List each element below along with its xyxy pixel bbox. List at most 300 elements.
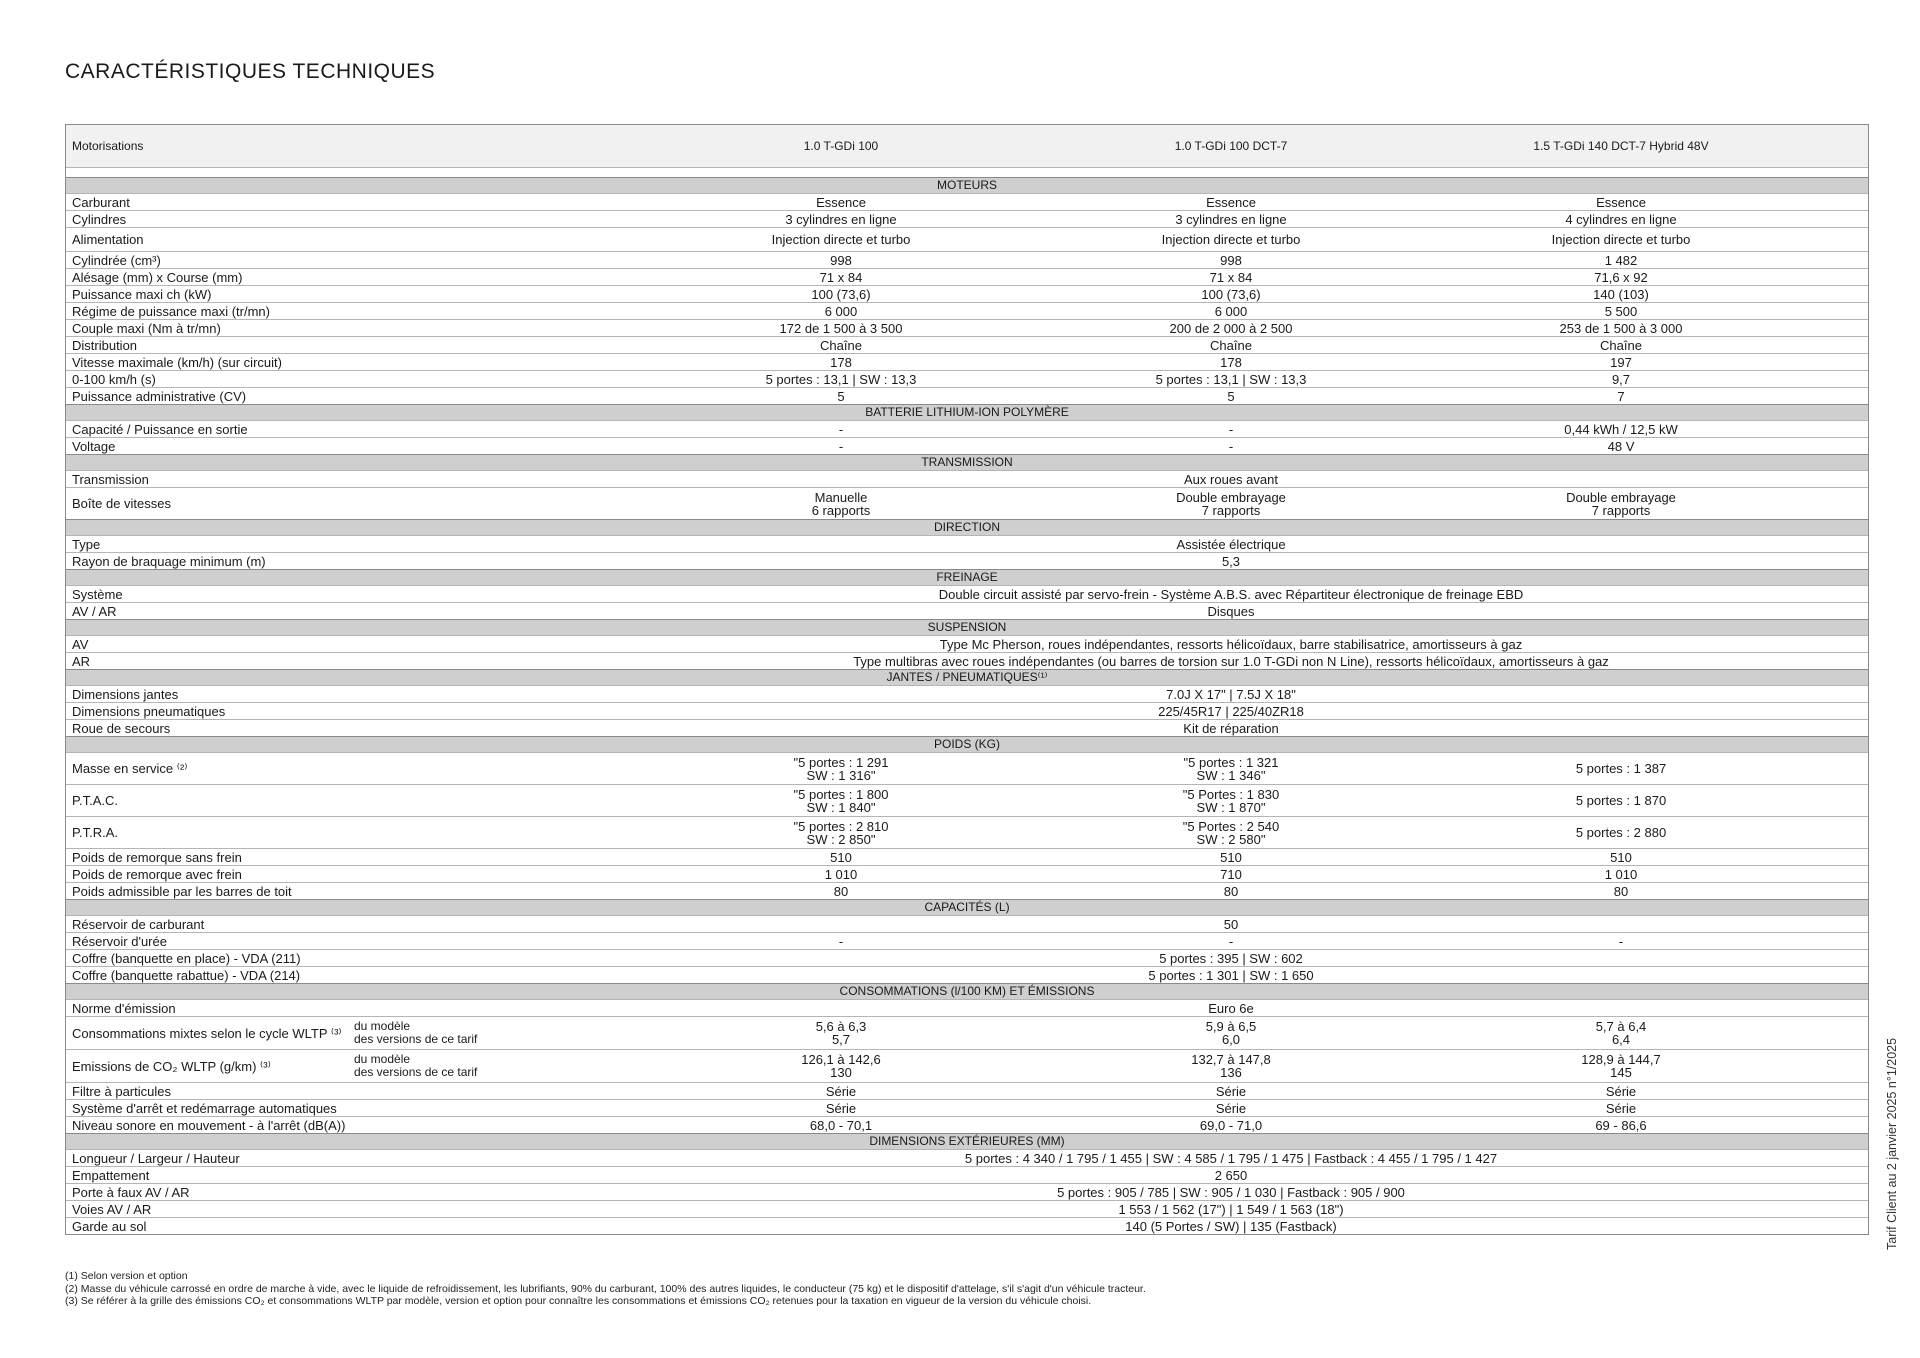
- row-label-text: Réservoir d'urée: [72, 933, 167, 949]
- row-value: Série: [1605, 1083, 1637, 1099]
- row-label-text: Poids de remorque sans frein: [72, 849, 242, 865]
- row-label: [66, 196, 646, 209]
- table-row: [66, 353, 1868, 370]
- row-label: [66, 423, 646, 436]
- table-row: [66, 420, 1868, 437]
- row-sublabels: [354, 1020, 477, 1046]
- row-label: [66, 538, 646, 551]
- row-label: [66, 1020, 646, 1046]
- row-label: [66, 918, 646, 931]
- row-label-text: Régime de puissance maxi (tr/mn): [72, 303, 270, 319]
- row-label: [66, 254, 646, 267]
- row-value: 6 000: [824, 303, 858, 319]
- section-header: [66, 404, 1868, 420]
- row-label: [66, 885, 646, 898]
- row-label-text: Couple maxi (Nm à tr/mn): [72, 320, 221, 336]
- row-label-text: Filtre à particules: [72, 1083, 171, 1099]
- row-value-line: 5,7 à 6,4: [1595, 1019, 1647, 1034]
- row-label-text: Longueur / Largeur / Hauteur: [72, 1150, 240, 1166]
- table-row: [66, 487, 1868, 519]
- section-title: MOTEURS: [937, 178, 997, 192]
- row-value: 172 de 1 500 à 3 500: [779, 320, 903, 336]
- row-value: Essence: [816, 194, 866, 210]
- row-label-text: Roue de secours: [72, 720, 171, 736]
- row-label: [66, 969, 646, 982]
- row-value: 2 650: [1214, 1167, 1248, 1183]
- row-value-line: 6,0: [1221, 1032, 1241, 1047]
- table-row: [66, 251, 1868, 268]
- row-value: Euro 6e: [1208, 1000, 1254, 1016]
- row-label-text: Système: [72, 586, 123, 602]
- row-value: Injection directe et turbo: [1551, 232, 1691, 247]
- row-value: Série: [825, 1100, 857, 1116]
- row-value: 5: [837, 388, 845, 404]
- row-label: [66, 851, 646, 864]
- row-value: 510: [1220, 849, 1242, 865]
- row-label: [66, 588, 646, 601]
- section-header: [66, 983, 1868, 999]
- table-row: [66, 719, 1868, 736]
- header-col: 1.0 T-GDi 100: [803, 138, 879, 153]
- row-label-text: Coffre (banquette en place) - VDA (211): [72, 950, 301, 966]
- table-row: [66, 1116, 1868, 1133]
- row-value: 998: [1220, 252, 1242, 268]
- row-label: [66, 213, 646, 226]
- section-title: FREINAGE: [936, 570, 998, 584]
- section-header: [66, 619, 1868, 635]
- row-value: 5 portes : 395 | SW : 602: [1159, 950, 1303, 966]
- row-label: [66, 1203, 646, 1216]
- row-value-line: 5,9 à 6,5: [1205, 1019, 1257, 1034]
- row-label-text: Voies AV / AR: [72, 1201, 152, 1217]
- table-row: [66, 652, 1868, 669]
- row-label-text: Poids de remorque avec frein: [72, 866, 242, 882]
- row-value: Chaîne: [1600, 337, 1642, 353]
- row-value: -: [1228, 438, 1234, 454]
- row-value: [646, 1053, 1036, 1079]
- row-label: [66, 1220, 646, 1233]
- table-row: [66, 685, 1868, 702]
- row-label-text: Transmission: [72, 471, 149, 487]
- row-label: [66, 1085, 646, 1098]
- row-label-text: Cylindres: [72, 211, 127, 227]
- row-value: [1426, 491, 1816, 517]
- row-value: 200 de 2 000 à 2 500: [1169, 320, 1293, 336]
- row-label: [66, 952, 646, 965]
- row-label: [66, 473, 646, 486]
- row-value-line: 132,7 à 147,8: [1191, 1052, 1271, 1067]
- row-value: 178: [1220, 354, 1242, 370]
- row-value-line: SW : 1 870": [1196, 799, 1266, 815]
- row-label-text: AR: [72, 653, 91, 669]
- row-value: 998: [830, 252, 852, 268]
- row-value-line: SW : 1 346": [1196, 767, 1266, 783]
- row-value: Aux roues avant: [1184, 471, 1278, 487]
- table-row: [66, 816, 1868, 848]
- row-sublabel: du modèle: [354, 1052, 411, 1066]
- row-value: Essence: [1206, 194, 1256, 210]
- table-row: [66, 302, 1868, 319]
- row-label: [66, 339, 646, 352]
- section-title: BATTERIE LITHIUM-ION POLYMÈRE: [865, 405, 1069, 419]
- row-value: Essence: [1596, 194, 1646, 210]
- section-header: [66, 454, 1868, 470]
- row-value-line: 5 portes : 1 387: [1575, 761, 1667, 776]
- page-title: CARACTÉRISTIQUES TECHNIQUES: [65, 60, 436, 83]
- row-value: 68,0 - 70,1: [809, 1117, 873, 1133]
- row-value-line: 7 rapports: [1591, 502, 1651, 518]
- section-header: [66, 569, 1868, 585]
- row-value: 225/45R17 | 225/40ZR18: [1158, 703, 1304, 719]
- row-value: -: [1228, 421, 1234, 437]
- row-label-text: Boîte de vitesses: [72, 496, 171, 511]
- row-label-text: Dimensions pneumatiques: [72, 703, 226, 719]
- row-value: 80: [1613, 883, 1629, 899]
- row-label: [66, 868, 646, 881]
- row-value: 5,3: [1221, 553, 1241, 569]
- row-label-text: Emissions de CO₂ WLTP (g/km) ⁽³⁾: [72, 1058, 271, 1074]
- row-value: Double circuit assisté par servo-frein - Système A.B.S. avec Répartiteur électronique de freinage EBD: [938, 586, 1524, 602]
- table-row: [66, 1200, 1868, 1217]
- footnote: (1) Selon version et option: [65, 1270, 188, 1282]
- row-value: 1 553 / 1 562 (17") | 1 549 / 1 563 (18"): [1118, 1201, 1344, 1217]
- row-value: [646, 1020, 1036, 1046]
- row-label: [66, 440, 646, 453]
- row-value: [1426, 826, 1816, 839]
- row-label: [66, 373, 646, 386]
- row-label: [66, 605, 646, 618]
- row-value: 253 de 1 500 à 3 000: [1559, 320, 1683, 336]
- table-row: [66, 702, 1868, 719]
- row-value-line: SW : 2 850": [806, 831, 876, 847]
- row-value: 9,7: [1611, 371, 1631, 387]
- row-sublabel: des versions de ce tarif: [354, 1065, 478, 1079]
- table-row: [66, 319, 1868, 336]
- row-sublabels: [354, 1053, 477, 1079]
- row-value: 5 portes : 905 / 785 | SW : 905 / 1 030 | Fastback : 905 / 900: [1057, 1184, 1405, 1200]
- row-value: Kit de réparation: [1183, 720, 1279, 736]
- row-value: 3 cylindres en ligne: [1175, 211, 1287, 227]
- row-label-text: Poids admissible par les barres de toit: [72, 883, 292, 899]
- table-row: [66, 535, 1868, 552]
- row-value: 1 010: [1604, 866, 1638, 882]
- row-value: [1036, 1053, 1426, 1079]
- row-value: 5 portes : 1 301 | SW : 1 650: [1148, 967, 1314, 983]
- row-value: Série: [1215, 1083, 1247, 1099]
- table-row: [66, 227, 1868, 251]
- section-header: [66, 1133, 1868, 1149]
- table-row: [66, 966, 1868, 983]
- row-value: [646, 820, 1036, 846]
- row-value: [1426, 794, 1816, 807]
- row-label: [66, 497, 646, 510]
- row-value: 5 500: [1604, 303, 1638, 319]
- footnotes: [65, 1270, 1146, 1308]
- table-body: [66, 177, 1868, 1234]
- row-value-line: SW : 2 580": [1196, 831, 1266, 847]
- row-label: [66, 1186, 646, 1199]
- row-value: 140 (5 Portes / SW) | 135 (Fastback): [1125, 1218, 1337, 1234]
- row-label-text: Norme d'émission: [72, 1000, 176, 1016]
- row-label-text: Capacité / Puissance en sortie: [72, 421, 248, 437]
- row-value: 510: [830, 849, 852, 865]
- row-value: 4 cylindres en ligne: [1565, 211, 1677, 227]
- row-value: 1 010: [824, 866, 858, 882]
- row-label-text: 0-100 km/h (s): [72, 371, 156, 387]
- row-value: 197: [1610, 354, 1632, 370]
- row-label-text: Réservoir de carburant: [72, 916, 205, 932]
- row-value: 71 x 84: [1209, 269, 1253, 285]
- row-label: [66, 655, 646, 668]
- row-label-text: Puissance administrative (CV): [72, 388, 247, 404]
- row-label-text: P.T.R.A.: [72, 825, 119, 840]
- row-value: 5: [1227, 388, 1235, 404]
- row-value-line: 126,1 à 142,6: [801, 1052, 881, 1067]
- row-value-line: 5,7: [831, 1032, 851, 1047]
- table-row: [66, 635, 1868, 652]
- row-value: Chaîne: [1210, 337, 1252, 353]
- table-row: [66, 882, 1868, 899]
- row-label-text: Rayon de braquage minimum (m): [72, 553, 266, 569]
- row-value-line: "5 portes : 2 810: [793, 818, 889, 834]
- row-value: 140 (103): [1593, 286, 1649, 302]
- row-value: [1426, 1053, 1816, 1079]
- row-label-text: Porte à faux AV / AR: [72, 1184, 190, 1200]
- header-label: Motorisations: [72, 138, 144, 153]
- table-row: [66, 865, 1868, 882]
- table-row: [66, 752, 1868, 784]
- row-value: [1036, 491, 1426, 517]
- row-value: Série: [825, 1083, 857, 1099]
- row-label: [66, 322, 646, 335]
- row-value-line: 5 portes : 2 880: [1575, 825, 1667, 840]
- row-value-line: "5 Portes : 2 540: [1182, 818, 1280, 834]
- row-label-text: Dimensions jantes: [72, 686, 179, 702]
- row-value: 7: [1617, 388, 1625, 404]
- row-value: 69,0 - 71,0: [1199, 1117, 1263, 1133]
- footnote: (2) Masse du véhicule carrossé en ordre de marche à vide, avec le liquide de refroidissement, les lubrifiants, 90% du carburant, 100% des autres liquides, le conducteur (75 kg) et le dispositif d'attelage, s'il s'agit d'un véhicule tracteur.: [65, 1282, 1146, 1295]
- row-label-text: Puissance maxi ch (kW): [72, 286, 212, 302]
- row-label: [66, 233, 646, 246]
- row-value: 6 000: [1214, 303, 1248, 319]
- row-value: -: [838, 438, 844, 454]
- section-header: [66, 899, 1868, 915]
- row-value: 7.0J X 17" | 7.5J X 18": [1166, 686, 1296, 702]
- row-label-text: Carburant: [72, 194, 130, 210]
- row-value-line: 6,4: [1611, 1032, 1631, 1047]
- row-label-text: Garde au sol: [72, 1218, 147, 1234]
- row-label-text: Coffre (banquette rabattue) - VDA (214): [72, 967, 301, 983]
- row-value: 5 portes : 4 340 / 1 795 / 1 455 | SW : 4 585 / 1 795 / 1 475 | Fastback : 4 455 / 1 795 / 1 427: [964, 1150, 1498, 1166]
- row-label: [66, 638, 646, 651]
- row-label: [66, 1169, 646, 1182]
- table-row: [66, 210, 1868, 227]
- row-value-line: SW : 1 316": [806, 767, 876, 783]
- row-value-line: Manuelle: [814, 489, 868, 505]
- row-value: 50: [1223, 916, 1239, 932]
- row-value: [1036, 1020, 1426, 1046]
- row-label: [66, 1102, 646, 1115]
- table-row: [66, 949, 1868, 966]
- row-value-line: "5 portes : 1 321: [1183, 754, 1279, 770]
- table-row: [66, 1099, 1868, 1116]
- row-value: Injection directe et turbo: [1161, 232, 1301, 247]
- header-col: 1.0 T-GDi 100 DCT-7: [1174, 138, 1288, 153]
- row-label: [66, 762, 646, 775]
- row-value: 710: [1220, 866, 1242, 882]
- row-value-line: 130: [830, 1065, 852, 1080]
- table-row: [66, 1082, 1868, 1099]
- section-title: DIMENSIONS EXTÉRIEURES (MM): [869, 1134, 1065, 1148]
- table-header-row: [66, 125, 1868, 167]
- row-value: 69 - 86,6: [1595, 1117, 1647, 1133]
- row-value: 71 x 84: [819, 269, 863, 285]
- row-label: [66, 688, 646, 701]
- table-row: [66, 336, 1868, 353]
- table-row: [66, 585, 1868, 602]
- row-value: [1426, 762, 1816, 775]
- row-value: -: [1618, 933, 1624, 949]
- row-value-line: 5 portes : 1 870: [1575, 793, 1667, 808]
- row-label: [66, 705, 646, 718]
- row-label-text: Type: [72, 536, 101, 552]
- table-row: [66, 1016, 1868, 1049]
- row-value: Type multibras avec roues indépendantes (ou barres de torsion sur 1.0 T-GDi non N Line), ressorts hélicoïdaux, amortisseurs à gaz: [853, 653, 1609, 669]
- section-title: JANTES / PNEUMATIQUES⁽¹⁾: [886, 670, 1048, 684]
- row-value: [1036, 820, 1426, 846]
- section-header: [66, 736, 1868, 752]
- row-value-line: 6 rapports: [811, 502, 871, 518]
- row-label-text: Alimentation: [72, 232, 144, 247]
- row-label: [66, 390, 646, 403]
- row-value: Série: [1605, 1100, 1637, 1116]
- table-row: [66, 784, 1868, 816]
- table-row: [66, 915, 1868, 932]
- row-value: Série: [1215, 1100, 1247, 1116]
- section-title: SUSPENSION: [927, 620, 1007, 634]
- table-row: [66, 552, 1868, 569]
- row-value-line: 7 rapports: [1201, 502, 1261, 518]
- row-value: 1 482: [1604, 252, 1638, 268]
- row-value: Injection directe et turbo: [771, 232, 911, 247]
- row-label-text: Empattement: [72, 1167, 150, 1183]
- table-row: [66, 370, 1868, 387]
- row-value-line: 136: [1220, 1065, 1242, 1080]
- row-value-line: "5 Portes : 1 830: [1182, 786, 1280, 802]
- table-row: [66, 268, 1868, 285]
- row-value: Chaîne: [820, 337, 862, 353]
- row-label: [66, 826, 646, 839]
- table-row: [66, 602, 1868, 619]
- row-value: 0,44 kWh / 12,5 kW: [1564, 421, 1678, 437]
- row-label: [66, 271, 646, 284]
- row-value: Disques: [1207, 603, 1255, 619]
- row-value-line: Double embrayage: [1566, 489, 1676, 505]
- row-value-line: 128,9 à 144,7: [1581, 1052, 1661, 1067]
- table-row: [66, 1049, 1868, 1082]
- row-label-text: Système d'arrêt et redémarrage automatiques: [72, 1100, 337, 1116]
- row-value: 80: [1223, 883, 1239, 899]
- row-value-line: "5 portes : 1 800: [793, 786, 889, 802]
- table-row: [66, 999, 1868, 1016]
- header-spacer: [66, 167, 1868, 177]
- row-label: [66, 794, 646, 807]
- row-value: 48 V: [1607, 438, 1635, 454]
- table-row: [66, 470, 1868, 487]
- side-tariff-text: Tarif Client au 2 janvier 2025 n°1/2025: [1885, 1037, 1899, 1250]
- row-value: -: [838, 933, 844, 949]
- row-label: [66, 1053, 646, 1079]
- row-sublabel: du modèle: [354, 1019, 411, 1033]
- section-title: CAPACITÉS (L): [924, 900, 1010, 914]
- row-value-line: 5,6 à 6,3: [815, 1019, 867, 1034]
- section-header: [66, 177, 1868, 193]
- table-row: [66, 1149, 1868, 1166]
- row-label: [66, 555, 646, 568]
- row-label-text: Vitesse maximale (km/h) (sur circuit): [72, 354, 282, 370]
- row-label: [66, 722, 646, 735]
- row-label-text: Niveau sonore en mouvement - à l'arrêt (dB(A)): [72, 1117, 346, 1133]
- table-row: [66, 1217, 1868, 1234]
- row-value-line: "5 portes : 1 291: [793, 754, 889, 770]
- section-header: [66, 669, 1868, 685]
- spec-table: [65, 124, 1869, 1235]
- row-label: [66, 935, 646, 948]
- row-label-text: Masse en service ⁽²⁾: [72, 761, 188, 776]
- row-value: [646, 756, 1036, 782]
- row-value: 100 (73,6): [811, 286, 871, 302]
- row-label: [66, 356, 646, 369]
- section-title: TRANSMISSION: [921, 455, 1013, 469]
- row-value: 71,6 x 92: [1594, 269, 1648, 285]
- table-row: [66, 437, 1868, 454]
- row-value-line: SW : 1 840": [806, 799, 876, 815]
- table-row: [66, 1166, 1868, 1183]
- section-header: [66, 519, 1868, 535]
- row-sublabel: des versions de ce tarif: [354, 1032, 478, 1046]
- header-col: 1.5 T-GDi 140 DCT-7 Hybrid 48V: [1533, 138, 1709, 153]
- row-value: [646, 788, 1036, 814]
- row-value: [1426, 1020, 1816, 1046]
- section-title: CONSOMMATIONS (l/100 KM) ET ÉMISSIONS: [839, 984, 1095, 998]
- row-value-line: 145: [1610, 1065, 1632, 1080]
- row-label-text: Voltage: [72, 438, 116, 454]
- row-label-text: Distribution: [72, 337, 138, 353]
- row-value-line: Double embrayage: [1176, 489, 1286, 505]
- row-value: 5 portes : 13,1 | SW : 13,3: [1155, 371, 1307, 387]
- section-title: POIDS (KG): [933, 737, 1000, 751]
- row-label: [66, 1152, 646, 1165]
- section-title: DIRECTION: [934, 520, 1000, 534]
- row-value: [646, 491, 1036, 517]
- table-row: [66, 387, 1868, 404]
- row-label-text: AV / AR: [72, 603, 117, 619]
- row-label-text: Consommations mixtes selon le cycle WLTP ⁽³⁾: [72, 1025, 342, 1041]
- row-value: 100 (73,6): [1201, 286, 1261, 302]
- table-row: [66, 932, 1868, 949]
- row-value: Assistée électrique: [1176, 536, 1286, 552]
- row-value: Type Mc Pherson, roues indépendantes, ressorts hélicoïdaux, barre stabilisatrice, amortisseurs à gaz: [939, 636, 1523, 652]
- row-label-text: Alésage (mm) x Course (mm): [72, 269, 243, 285]
- row-label-text: Cylindrée (cm³): [72, 252, 161, 268]
- row-value: 178: [830, 354, 852, 370]
- table-row: [66, 193, 1868, 210]
- row-label: [66, 305, 646, 318]
- table-row: [66, 848, 1868, 865]
- table-row: [66, 1183, 1868, 1200]
- row-label-text: P.T.A.C.: [72, 793, 119, 808]
- row-value: [1036, 788, 1426, 814]
